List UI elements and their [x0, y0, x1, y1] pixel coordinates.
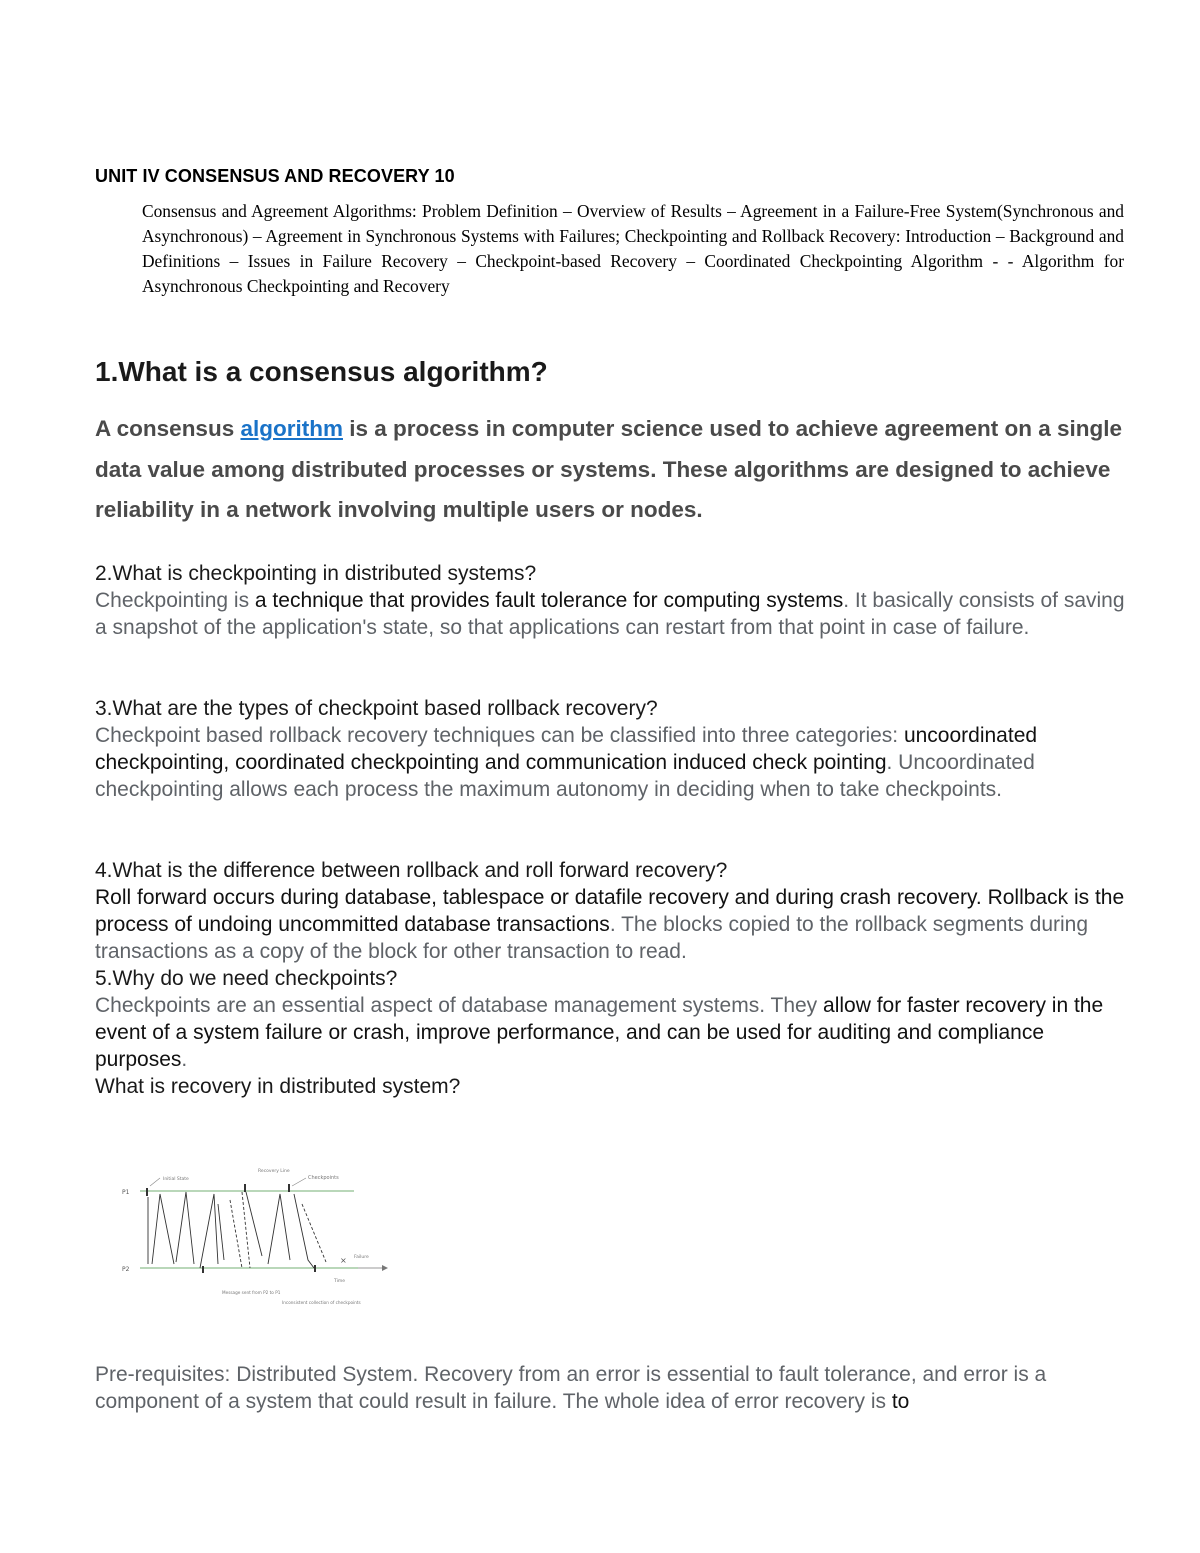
question-5: 5.Why do we need checkpoints? [95, 967, 398, 990]
recovery-paragraph-dark: to [891, 1390, 910, 1413]
algorithm-link[interactable]: algorithm [240, 416, 343, 441]
p1-label: P1 [122, 1189, 130, 1196]
svg-text:×: × [340, 1256, 347, 1265]
answer-1-pre: A consensus [95, 416, 241, 441]
checkpoint-recovery-figure [118, 1164, 394, 1316]
qa-block-3 [95, 695, 1125, 803]
initial-state-label: Initial State [163, 1177, 189, 1182]
answer-5 [95, 992, 1125, 1073]
answer-4-highlight: Roll forward occurs during database, tablespace or datafile recovery and during crash recovery. Rollback is the process of undoing uncommitted database transactions [95, 886, 1125, 936]
p2-label: P2 [122, 1266, 130, 1273]
answer-2-highlight: a technique that provides fault tolerance for computing systems [254, 589, 844, 612]
answer-1 [95, 409, 1125, 531]
answer-3-grey: Checkpoint based rollback recovery techniques can be classified into three categories: [95, 724, 904, 747]
answer-3-highlight: uncoordinated checkpointing, coordinated checkpointing and communication induced check pointing [95, 724, 1038, 774]
answer-3-rest: . Uncoordinated checkpointing allows each process the maximum autonomy in deciding when to take checkpoints. [95, 751, 1035, 801]
answer-2 [95, 587, 1125, 641]
answer-2-grey: Checkpointing is [95, 589, 255, 612]
question-6: What is recovery in distributed system? [95, 1075, 461, 1098]
message-label: Message sent from P2 to P1 [222, 1290, 281, 1295]
answer-5-highlight: allow for faster recovery in the event of a system failure or crash, improve performance, and can be used for auditing and compliance purposes [95, 994, 1104, 1071]
answer-4 [95, 884, 1125, 965]
answer-2-rest: . It basically consists of saving a snapshot of the application's state, so that applications can restart from that point in case of failure. [95, 589, 1125, 639]
question-4: 4.What is the difference between rollback and roll forward recovery? [95, 859, 728, 882]
recovery-line-label: Recovery Line [258, 1169, 290, 1174]
recovery-paragraph-grey: Pre-requisites: Distributed System. Recovery from an error is essential to fault tolerance, and error is a component of a system that could result in failure. The whole idea of error recovery is [95, 1363, 1047, 1413]
question-2: 2.What is checkpointing in distributed systems? [95, 562, 537, 585]
qa-block-2 [95, 560, 1125, 641]
answer-1-post: is a process in computer science used to achieve agreement on a single data value among distributed processes or systems. These algorithms are designed to achieve reliability in a network involving multiple users or nodes. [95, 416, 1123, 522]
answer-5-grey: Checkpoints are an essential aspect of database management systems. They [95, 994, 824, 1017]
recovery-paragraph [95, 1361, 1125, 1415]
qa-block-4 [95, 857, 1125, 1100]
failure-label: Failure [354, 1255, 369, 1260]
answer-5-rest: . [181, 1048, 188, 1071]
unit-title: UNIT IV CONSENSUS AND RECOVERY 10 [95, 166, 455, 186]
checkpoints-label: Checkpoints [308, 1175, 339, 1181]
answer-4-rest: . The blocks copied to the rollback segments during transactions as a copy of the block for other transaction to read. [95, 913, 1089, 963]
time-label: Time [334, 1279, 346, 1284]
question-3: 3.What are the types of checkpoint based rollback recovery? [95, 697, 658, 720]
inconsistent-label: Inconsistent collection of checkpoints [282, 1300, 361, 1305]
syllabus-text: Consensus and Agreement Algorithms: Problem Definition – Overview of Results – Agreement in a Failure-Free System(Synchronous and Asynchronous) – Agreement in Synchronous Systems with Failures; Checkpointing and Rollback Recovery: Introduction – Background and Definitions – Issues in Failure Recovery – Checkpoint-based Recovery – Coordinated Checkpointing Algorithm - - Algorithm for Asynchronous Checkpointing and Recovery [142, 201, 1124, 296]
answer-3 [95, 722, 1125, 803]
question-1-heading: 1.What is a consensus algorithm? [95, 356, 548, 387]
